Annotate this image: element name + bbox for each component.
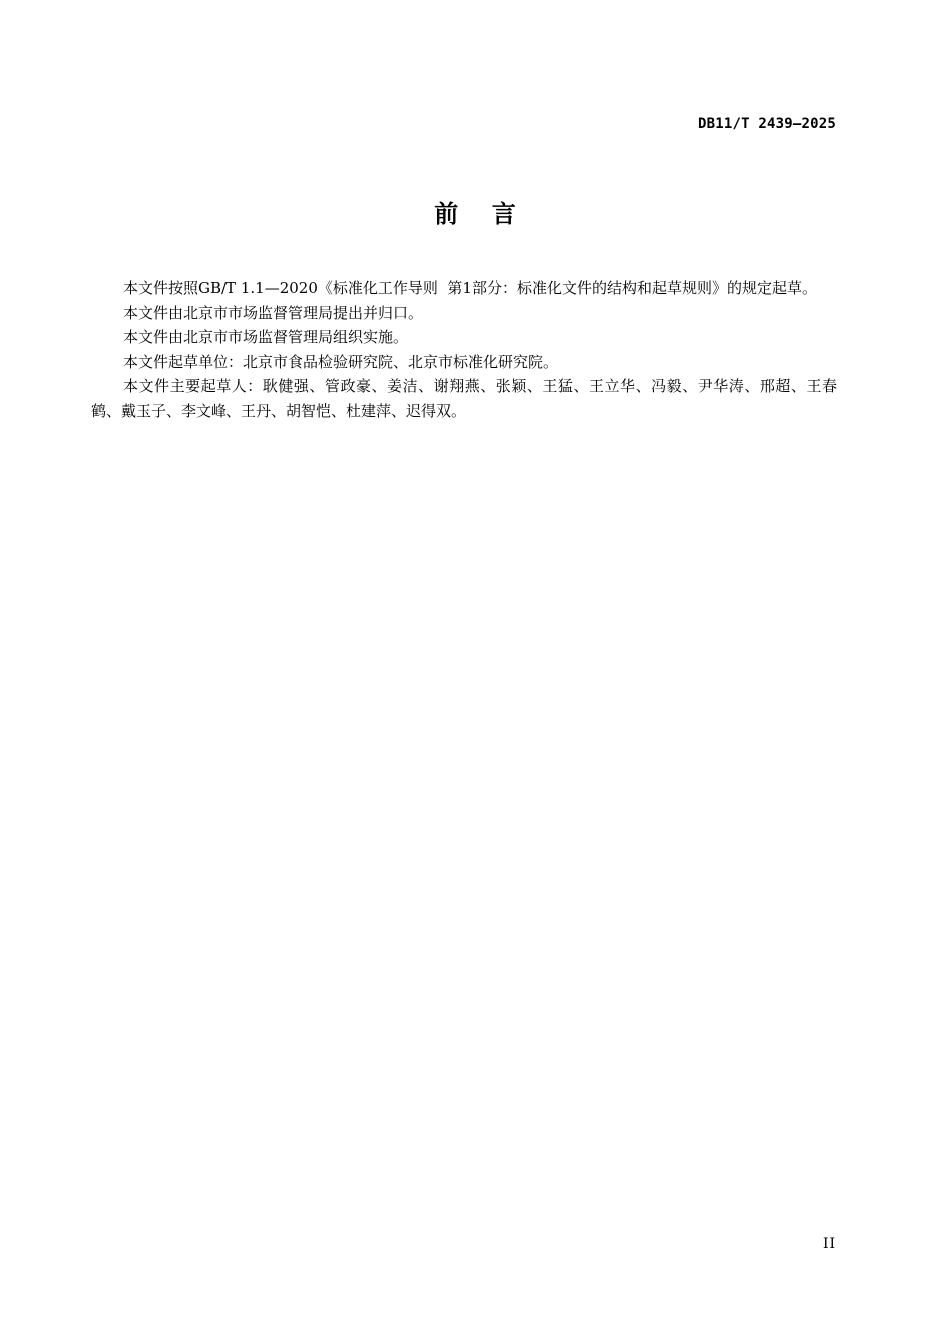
paragraph-proposer: 本文件由北京市市场监督管理局提出并归口。 (123, 303, 424, 322)
paragraph-drafting-units: 本文件起草单位：北京市食品检验研究院、北京市标准化研究院。 (123, 352, 559, 371)
paragraph-drafting-basis: 本文件按照GB/T 1.1—2020《标准化工作导则 第1部分：标准化文件的结构和起草规则》的规定起草。 (123, 279, 817, 297)
page-number: II (822, 1236, 836, 1252)
paragraph-drafters: 本文件主要起草人：耿健强、管政豪、姜洁、谢翔燕、张颖、王猛、王立华、冯毅、尹华涛、邢超、王春鹤、戴玉子、李文峰、王丹、胡智恺、杜建萍、迟得双。 (91, 377, 837, 420)
paragraph-implementer: 本文件由北京市市场监督管理局组织实施。 (123, 328, 409, 346)
document-code: DB11/T 2439—2025 (697, 116, 836, 132)
foreword-body (91, 276, 837, 423)
page-title: 前 言 (434, 200, 516, 228)
